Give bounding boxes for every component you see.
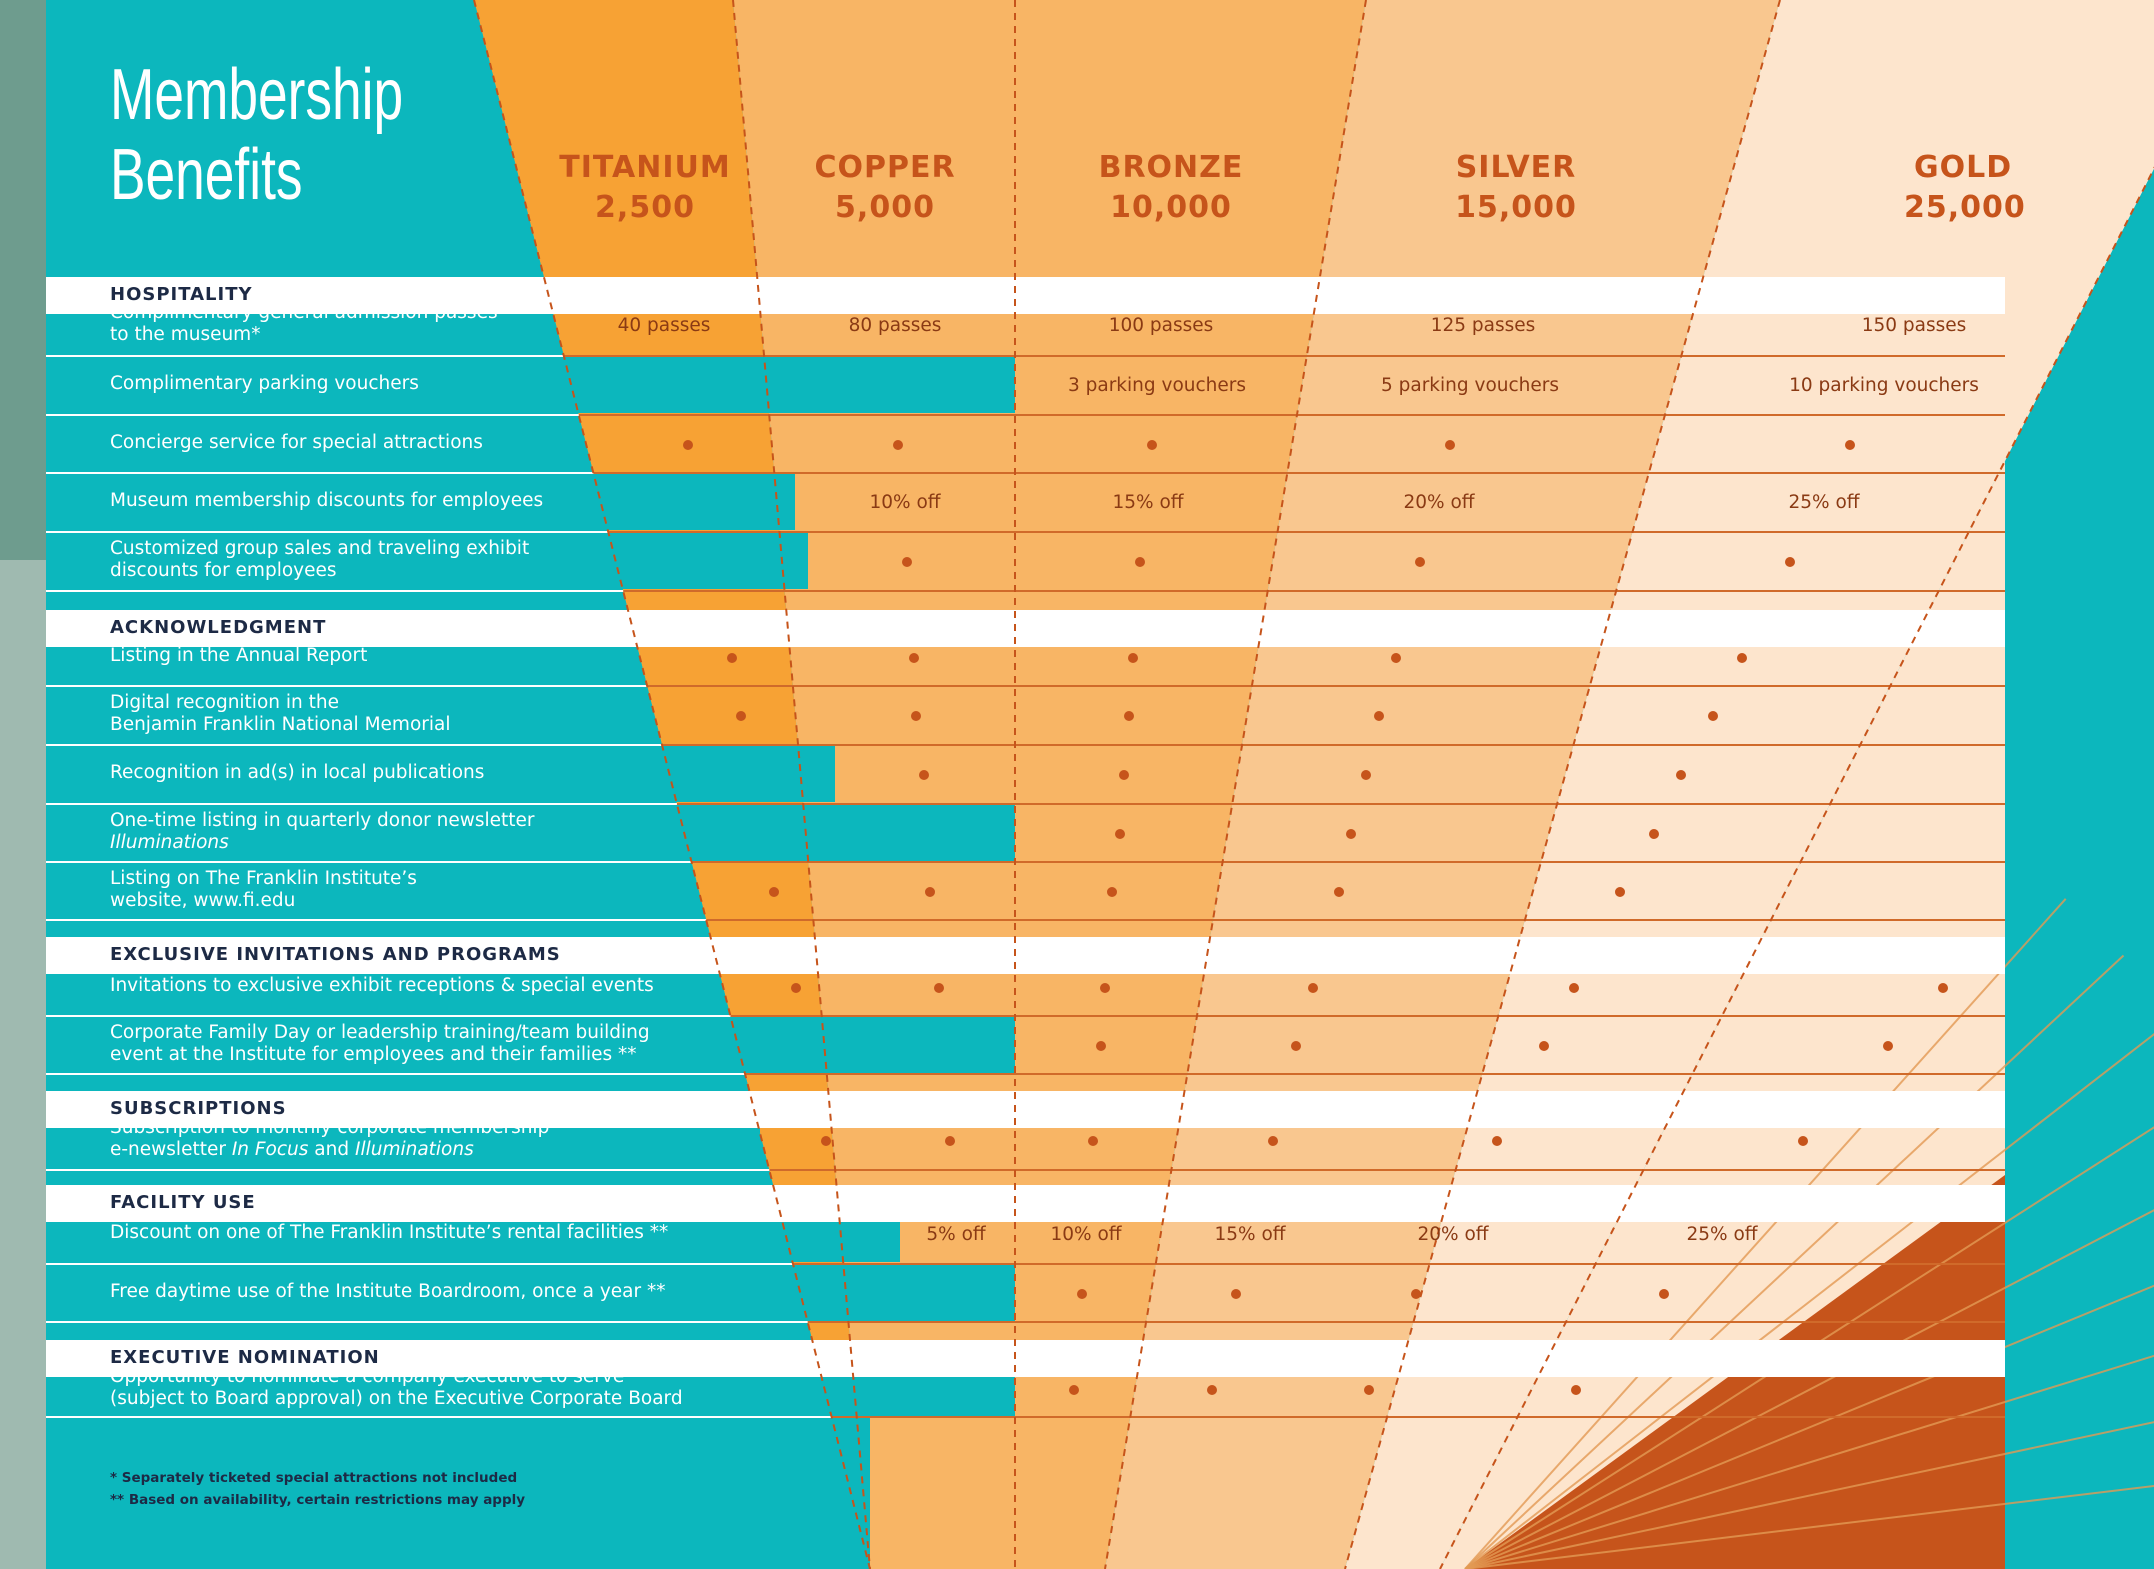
benefit-label-line	[110, 975, 790, 997]
benefit-label	[110, 1022, 790, 1066]
bullet-dot-icon	[1938, 983, 1948, 993]
benefit-label-line	[110, 645, 790, 667]
benefit-label-line	[110, 692, 790, 714]
bullet-dot-icon	[1785, 557, 1795, 567]
bullet-dot-icon	[1346, 829, 1356, 839]
bullet-dot-icon	[1445, 440, 1455, 450]
section-heading: SUBSCRIPTIONS	[110, 1098, 287, 1119]
bullet-dot-icon	[919, 770, 929, 780]
bullet-dot-icon	[1391, 653, 1401, 663]
bullet-dot-icon	[683, 440, 693, 450]
bullet-dot-icon	[1107, 887, 1117, 897]
bullet-dot-icon	[769, 887, 779, 897]
benefit-text: Invitations to exclusive exhibit receptions & special events	[110, 975, 654, 996]
benefit-label-line	[110, 890, 790, 912]
bullet-dot-icon	[909, 653, 919, 663]
section-heading: ACKNOWLEDGMENT	[110, 617, 327, 638]
section-band	[46, 1185, 2005, 1222]
benefit-text: Benjamin Franklin National Memorial	[110, 714, 451, 735]
bullet-dot-icon	[1124, 711, 1134, 721]
bullet-dot-icon	[1798, 1136, 1808, 1146]
footnote-1: * Separately ticketed special attractions not included	[110, 1470, 518, 1486]
benefit-cell-value: 100 passes	[1108, 314, 1214, 336]
benefit-label	[110, 1281, 790, 1303]
bullet-dot-icon	[1268, 1136, 1278, 1146]
benefit-label-line	[110, 1388, 790, 1410]
bullet-dot-icon	[1649, 829, 1659, 839]
benefit-cell-value: 25% off	[1686, 1223, 1758, 1245]
bullet-dot-icon	[934, 983, 944, 993]
tier-name-bronze: BRONZE	[1098, 150, 1244, 185]
benefit-label-line	[110, 1222, 790, 1244]
left-edge-photo	[0, 560, 46, 1569]
benefit-label	[110, 1222, 790, 1244]
tier-amount-silver: 15,000	[1455, 190, 1577, 225]
bullet-dot-icon	[1077, 1289, 1087, 1299]
benefit-label-line	[110, 868, 790, 890]
bullet-dot-icon	[1207, 1385, 1217, 1395]
page-title-line-2: Benefits	[110, 135, 303, 215]
benefit-cell-value: 25% off	[1788, 491, 1860, 513]
benefit-text: Complimentary general admission passes	[110, 302, 498, 323]
bullet-dot-icon	[1334, 887, 1344, 897]
bullet-dot-icon	[1411, 1289, 1421, 1299]
section-heading: HOSPITALITY	[110, 284, 253, 305]
benefit-label-line	[110, 560, 790, 582]
benefit-cell-value: 20% off	[1417, 1223, 1489, 1245]
bullet-dot-icon	[911, 711, 921, 721]
benefit-text: discounts for employees	[110, 560, 337, 581]
bullet-dot-icon	[821, 1136, 831, 1146]
bullet-dot-icon	[727, 653, 737, 663]
bullet-dot-icon	[1737, 653, 1747, 663]
benefit-label	[110, 975, 790, 997]
benefit-cell-value: 5% off	[926, 1223, 986, 1245]
bullet-dot-icon	[1069, 1385, 1079, 1395]
benefit-label	[110, 373, 790, 395]
benefit-label-line	[110, 762, 790, 784]
benefit-label	[110, 645, 790, 667]
benefit-text: One-time listing in quarterly donor newsletter	[110, 810, 535, 831]
bullet-dot-icon	[1308, 983, 1318, 993]
bullet-dot-icon	[893, 440, 903, 450]
bullet-dot-icon	[1291, 1041, 1301, 1051]
bullet-dot-icon	[902, 557, 912, 567]
benefit-label-line	[110, 810, 790, 832]
section-band-gap	[1015, 277, 1021, 314]
benefit-label-line	[110, 1022, 790, 1044]
benefit-label-line	[110, 714, 790, 736]
tier-name-copper: COPPER	[814, 150, 956, 185]
bullet-dot-icon	[1119, 770, 1129, 780]
footnote-2: ** Based on availability, certain restrictions may apply	[110, 1492, 526, 1508]
benefit-italic-text: Illuminations	[354, 1139, 474, 1160]
benefit-cell-value: 5 parking vouchers	[1380, 374, 1560, 396]
benefit-label-line	[110, 490, 790, 512]
benefit-label	[110, 1366, 790, 1410]
benefit-label	[110, 810, 790, 854]
benefit-text: Digital recognition in the	[110, 692, 339, 713]
benefit-label-line	[110, 1366, 790, 1388]
benefit-label	[110, 538, 790, 582]
tier-amount-bronze: 10,000	[1110, 190, 1232, 225]
benefit-text: Listing on The Franklin Institute’s	[110, 868, 417, 889]
benefit-label-line	[110, 538, 790, 560]
bullet-dot-icon	[1088, 1136, 1098, 1146]
benefit-label-line	[110, 1044, 790, 1066]
bullet-dot-icon	[1147, 440, 1157, 450]
bullet-dot-icon	[1128, 653, 1138, 663]
benefit-text: website, www.fi.edu	[110, 890, 296, 911]
section-heading: FACILITY USE	[110, 1192, 256, 1213]
benefit-text: event at the Institute for employees and their families **	[110, 1044, 637, 1065]
section-heading: EXECUTIVE NOMINATION	[110, 1347, 380, 1368]
section-heading: EXCLUSIVE INVITATIONS AND PROGRAMS	[110, 944, 561, 965]
benefit-text: Discount on one of The Franklin Institute’s rental facilities **	[110, 1222, 669, 1243]
bullet-dot-icon	[1676, 770, 1686, 780]
bullet-dot-icon	[1883, 1041, 1893, 1051]
bullet-dot-icon	[1708, 711, 1718, 721]
benefit-text: and	[308, 1139, 355, 1160]
benefit-cell-value: 10% off	[869, 491, 941, 513]
bullet-dot-icon	[1492, 1136, 1502, 1146]
bullet-dot-icon	[736, 711, 746, 721]
tier-amount-copper: 5,000	[835, 190, 935, 225]
benefit-label	[110, 868, 790, 912]
benefit-text: Museum membership discounts for employees	[110, 490, 544, 511]
benefit-cell-value: 10% off	[1050, 1223, 1122, 1245]
benefit-text: Concierge service for special attractions	[110, 432, 483, 453]
bullet-dot-icon	[1115, 829, 1125, 839]
benefit-text: Corporate Family Day or leadership training/team building	[110, 1022, 650, 1043]
benefit-label-line	[110, 373, 790, 395]
benefit-cell-value: 10 parking vouchers	[1789, 374, 1979, 396]
bullet-dot-icon	[1539, 1041, 1549, 1051]
footer-fan-bronze	[870, 1418, 1015, 1569]
tier-amount-gold: 25,000	[1904, 190, 2026, 225]
benefit-label-line	[110, 1117, 790, 1139]
benefit-text: Free daytime use of the Institute Boardroom, once a year **	[110, 1281, 666, 1302]
benefit-italic-text: In Focus	[231, 1139, 309, 1160]
benefit-italic-text: Illuminations	[110, 832, 229, 853]
benefit-cell-value: 150 passes	[1861, 314, 1967, 336]
bullet-dot-icon	[1096, 1041, 1106, 1051]
section-band-gap	[1015, 1185, 1021, 1222]
bullet-dot-icon	[1571, 1385, 1581, 1395]
bullet-dot-icon	[1845, 440, 1855, 450]
bullet-dot-icon	[1135, 557, 1145, 567]
benefit-text: Opportunity to nominate a company executive to serve	[110, 1366, 625, 1387]
benefit-cell-value: 3 parking vouchers	[1067, 374, 1247, 396]
benefit-cell-value: 40 passes	[617, 314, 711, 336]
benefit-label	[110, 490, 790, 512]
benefit-text: (subject to Board approval) on the Executive Corporate Board	[110, 1388, 683, 1409]
tier-name-silver: SILVER	[1455, 150, 1577, 185]
benefit-text: to the museum*	[110, 324, 261, 345]
benefit-text: e-newsletter	[110, 1139, 232, 1160]
bullet-dot-icon	[945, 1136, 955, 1146]
bullet-dot-icon	[1374, 711, 1384, 721]
bullet-dot-icon	[1659, 1289, 1669, 1299]
benefit-text: Complimentary parking vouchers	[110, 373, 419, 394]
benefit-text: Customized group sales and traveling exhibit	[110, 538, 530, 559]
tier-amount-titanium: 2,500	[595, 190, 695, 225]
tier-name-gold: GOLD	[1914, 150, 2013, 185]
bullet-dot-icon	[1615, 887, 1625, 897]
benefit-label	[110, 1117, 790, 1161]
bullet-dot-icon	[1364, 1385, 1374, 1395]
section-band	[46, 610, 2005, 647]
bullet-dot-icon	[791, 983, 801, 993]
benefit-label	[110, 692, 790, 736]
benefit-label	[110, 762, 790, 784]
benefit-label-line	[110, 1139, 790, 1161]
bullet-dot-icon	[1361, 770, 1371, 780]
bullet-dot-icon	[1415, 557, 1425, 567]
benefit-cell-value: 15% off	[1214, 1223, 1286, 1245]
benefit-cell-value: 20% off	[1403, 491, 1475, 513]
bullet-dot-icon	[1569, 983, 1579, 993]
page-title-line-1: Membership	[110, 55, 404, 135]
benefit-text: Subscription to monthly corporate membership	[110, 1117, 550, 1138]
benefit-label-line	[110, 1281, 790, 1303]
benefit-text: Recognition in ad(s) in local publications	[110, 762, 485, 783]
benefit-text: Listing in the Annual Report	[110, 645, 368, 666]
bullet-dot-icon	[1100, 983, 1110, 993]
benefit-cell-value: 125 passes	[1430, 314, 1536, 336]
bullet-dot-icon	[925, 887, 935, 897]
tier-name-titanium: TITANIUM	[559, 150, 731, 185]
benefit-cell-value: 15% off	[1112, 491, 1184, 513]
benefit-cell-value: 80 passes	[848, 314, 942, 336]
bullet-dot-icon	[1231, 1289, 1241, 1299]
benefit-label-line	[110, 832, 790, 854]
